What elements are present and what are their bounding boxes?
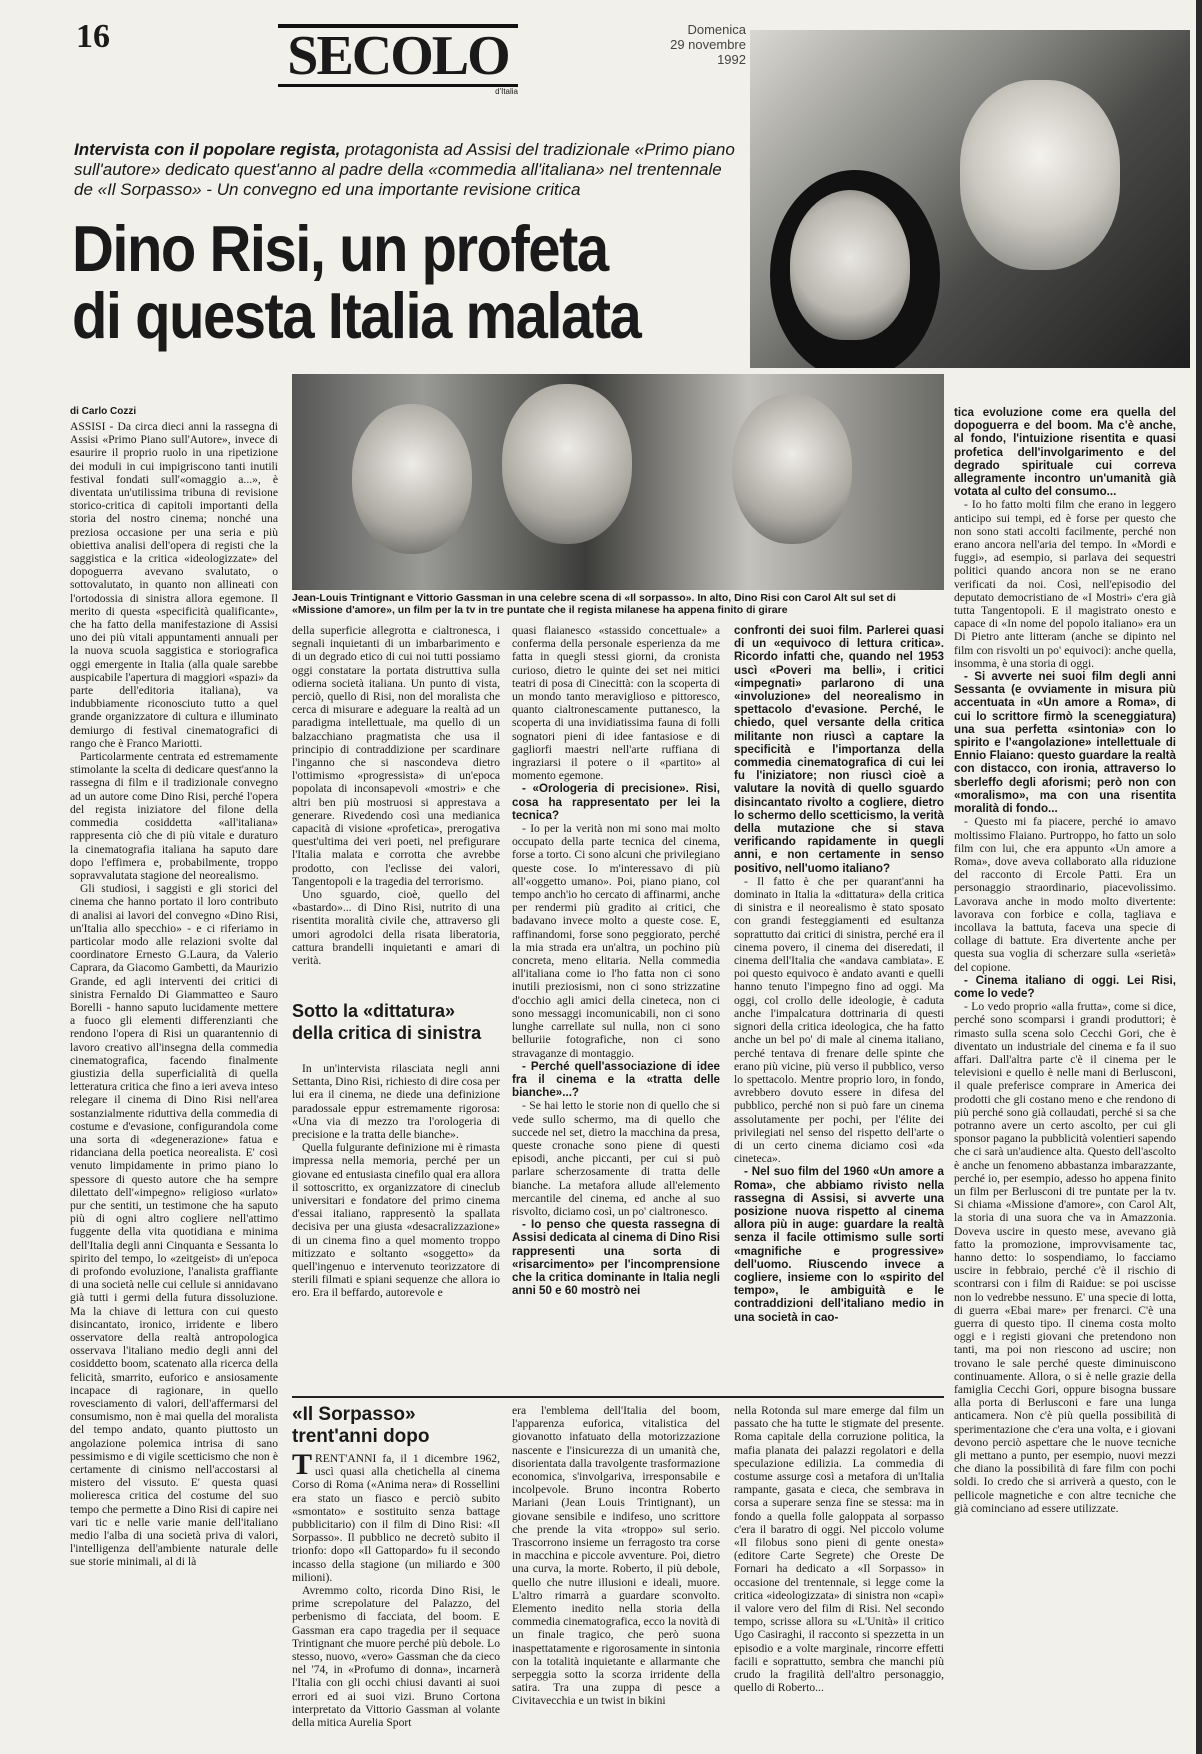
col3-paragraph: - Io per la verità non mi sono mai molto occupato della parte tecnica del cinema, forse a torto. Ci sono alcuni che privilegiano queste cose. Io m'interessavo di più all'«oggetto umano». Poi, piano piano, col tempo anch'io ho cercato di affinarmi, anche per rendermi più gradito ai critici, che badavano invece molto a queste cose. E, raffinandomi, forse sono peggiorato, perché la mia strada era un'altra, un pochino più concreta, meno elitaria. Nella commedia all'italiana come io l'ho fatta non ci sono inutili preziosismi, non ci sono strizzatine d'occhio agli amici della cineteca, non ci sono messaggi incomunicabili, non ci sono lunghe carrellate sul nulla, non ci sono belluriie fotografiche, non ci sono stravaganze di montaggio. xyxy=(512,822,720,1060)
photo-figure-man xyxy=(960,80,1120,270)
col2-paragraph: Uno sguardo, cioè, quello del «bastardo»... di Dino Risi, nutrito di una risentita moralità civile che, attraverso gli umori agrodolci della risata liberatoria, cattura brandelli inquietanti e amari di verità. xyxy=(292,888,500,968)
col4-question: - Nel suo film del 1960 «Un amore a Roma», che abbiamo rivisto nella rassegna di Assisi, si avverte una posizione nuova rispetto al cinema allora più in auge: guardare la realtà senza il facile ottimismo sulle sorti «magnifiche e progressive» dell'uomo. Riuscendo invece a cogliere, insieme con lo «spirito del tempo», le ambiguità e le contraddizioni dell'italiano medio in una società in cao- xyxy=(734,1165,944,1324)
article-kicker xyxy=(74,140,744,200)
headline-line2: di questa Italia malata xyxy=(72,279,641,353)
col5-paragraph: - Io ho fatto molti film che erano in leggero anticipo sui tempi, ed è forse per questo che non sono stati accolti facilmente, perché non erano ancora nell'aria del tempo. In «Mordi e fuggi», ad esempio, si parlava dei sequestri politici quando ancora non se ne erano verificati da noi. Così, nell'episodio del deputato democristiano de «I Mostri» c'era già tutta Tangentopoli. E il magistrato onesto e capace di «In nome del popolo italiano» era un Di Pietro ante litteram (anche se dipinto nel film con risvolti un po' equivoci): anche quella, insomma, è una storia di oggi. xyxy=(954,498,1176,670)
column-2b xyxy=(292,1062,500,1392)
col5-paragraph: - Questo mi fa piacere, perché io amavo moltissimo Flaiano. Purtroppo, ho fatto un solo film con lui, che era appunto «Un amore a Roma», dove aveva collaborato alla riduzione del racconto di Ercole Patti. Era un personaggio straordinario, piacevolissimo. Lavorava anche in modo molto divertente: lavorava con forbice e colla, tagliava e incollava la battuta, faceva una specie di collage di battute. Era divertente anche per questa sua voglia di scherzare sulla «serietà» del copione. xyxy=(954,815,1176,974)
sorpasso-column-3 xyxy=(734,1404,944,1742)
page-number: 16 xyxy=(76,18,110,55)
photo-caption: Jean-Louis Trintignant e Vittorio Gassman in una celebre scena di «Il sorpasso». In alto, Dino Risi con Carol Alt sul set di «Missione d'amore», un film per la tv in tre puntate che il regista milanese ha appena finito di girare xyxy=(292,592,896,616)
col3-question: - «Orologeria di precisione». Risi, cosa ha rappresentato per lei la tecnica? xyxy=(512,782,720,822)
issue-date xyxy=(640,22,746,67)
sorpasso-column-2 xyxy=(512,1404,720,1742)
col1-paragraph: Gli studiosi, i saggisti e gli storici del cinema che hanno portato il loro contributo di analisi ai lavori del convegno «Dino Risi, un'Italia allo specchio» - e ci riferiamo in particolar modo alle relazioni svolte dal coordinatore Ernesto G.Laura, da Valerio Caprara, da Giacomo Gambetti, da Maurizio Grande, ed agli interventi dei critici di sinistra Fernaldo Di Giammatteo e Sauro Borelli - hanno saputo lucidamente mettere a fuoco gli elementi differenzianti che rendono l'opera di Risi un quarantennio di lavoro creativo all'insegna della commedia cinematografica, facendo finalmente giustizia della superficialità di quella letteratura critica che fino a ieri aveva inteso relegare il cinema di Dino Risi nell'area sostanzialmente riduttiva della commedia di costume e d'evasione, configurandola come una sorta di «degenerazione» fatua e ridanciana della poetica neorealista. E' così venuto limpidamente in primo piano lo spessore di questo autore che ha sempre dilettato dell'«impegno» religioso «urlato» pur che sentiti, un testimone che ha saputo più di ogni altro cogliere nell'attimo fuggente della vita quotidiana e minima dell'Italia degli anni Cinquanta e Sessanta lo spirito del tempo, lo «zeitgeist» di un'epoca di profondo evoluzione, l'analista graffiante di una società nelle cui cellule si annidavano già tutti i germi della futura dissoluzione. Ma la chiave di lettura con cui questo disincantato, ironico, irridente e libero osservatore della realtà antropologica osservava l'italiano medio degli anni del cosiddetto boom, scatenato alla ricerca della felicità, smarrito, euforico e ansiosamente incapace di ragionare, in quello rovesciamento di valori, dell'affermarsi del consumismo, non è mai quella del moralista del tempo andato, quanto piuttosto un angolazione polemica intrisa di sano pessimismo e di vigile scetticismo che non è certamente di cinismo nell'accostarsi al mistero del vissuto. E' questa quasi molieresca critica del costume del suo tempo che permette a Dino Risi di capire nei vari tic e nelle varie manie dell'italiano medio l'alba di una società priva di valori, l'intelligenza dell'ambiente naturale delle sue storie minimali, al di là xyxy=(70,882,278,1569)
col3-paragraph: - Se hai letto le storie non di quello che si vede sullo schermo, ma di quello che succede nel set, dietro la macchina da presa, queste cronache sono piene di questi episodi, anche piccanti, per cui si può parlare scherzosamente di tratta delle bianche. La metafora allude all'elemento mercantile del cinema, ed anche al suo risvolto, diciamo così, un po' cialtronesco. xyxy=(512,1099,720,1218)
date-day: Domenica xyxy=(687,22,746,37)
article-headline xyxy=(72,212,752,353)
masthead-subtitle: d'Italia xyxy=(495,87,518,96)
paper-edge xyxy=(1196,0,1202,1754)
sorpasso-column-1 xyxy=(292,1452,500,1742)
photo-figure-trintignant xyxy=(352,404,472,554)
sorpasso-top-rule xyxy=(292,1396,944,1398)
sorpasso-col1-text: RENT'ANNI fa, il 1 dicembre 1962, uscì quasi alla chetichella al cinema Corso di Roma («Anima nera» di Rossellini era stato un fiasco e perciò subito «smontato» e sostituito senza battage pubblicitario) con il film di Dino Risi: «Il Sorpasso». Il pubblico ne decretò subito il trionfo: dopo «Il Gattopardo» fu il secondo incasso della stagione (un miliardo e 300 milioni). xyxy=(292,1452,500,1584)
col5-question: - Cinema italiano di oggi. Lei Risi, come lo vede? xyxy=(954,973,1176,1000)
subhead-sorpasso-line2: trent'anni dopo xyxy=(292,1426,430,1447)
subhead-sorpasso xyxy=(292,1404,502,1448)
masthead-logo: SECOLO xyxy=(278,24,518,87)
col4-question: confronti dei suoi film. Parlerei quasi di un «equivoco di lettura critica». Ricordo infatti che, quando nel 1953 uscì «Poveri ma belli», i critici «impegnati» parlarono di una «involuzione» del neorealismo in spettacolo d'evasione. Perché, le chiedo, quel versante della critica militante non riuscì a captare la specificità e l'importanza della commedia cinematografica di cui lei fu l'iniziatore; non riuscì cioè a valutare la novità di quello sguardo disincantato rivolto a cogliere, dietro lo schermo dello scetticismo, la verità della mutazione che si stava verificando rapidamente in quegli anni, e non certamente in senso positivo, nell'uomo italiano? xyxy=(734,624,944,875)
headline-line1: Dino Risi, un profeta xyxy=(72,212,608,286)
subhead-dittatura-line2: della critica di sinistra xyxy=(292,1023,482,1043)
col3-paragraph: quasi flaianesco «stassido concettuale» a conferma della personale esperienza da me fatta in quegli stessi giorni, da cronista curioso, dietro le quinte dei set nei mitici teatri di posa di Cinecittà: con la scoperta di un mondo tanto meraviglioso e pittoresco, quanto cialtronescamente puttanesco, la scoperta di una invidiatissima fauna di folli sognatori pieni di idee fantasiose e di gagliorfi maestri nell'arte ruffiana di ingraziarsi il potere o il «partito» al momento egemone. xyxy=(512,624,720,783)
column-5 xyxy=(954,406,1176,1741)
col4-paragraph: - Il fatto è che per quarant'anni ha dominato in Italia la «dittatura» della critica di sinistra e il neorealismo è stato sposato con grandi festeggiamenti ed esultanza soprattutto dai critici di sinistra, perché era il cinema povero, il cinema dei diseredati, il cinema dell'Italia che «andava cambiata». E poi questo equivoco è andato avanti e quelli hanno tenuto l'impegno fino ad oggi. Ma oggi, col crollo delle ideologie, è caduta anche l'impalcatura dottrinaria di questi signori della critica ideologica, che ha fatto anche un bel po' di male al cinema italiano, perché tentava di frenare delle spinte che erano più vicine, più verso il pubblico, verso lo spettacolo. Mentre proprio loro, in fondo, avrebbero dovuto essere in difesa del pubblico, perché non si può fare un cinema assolutamente per pochi, per l'élite dei privilegiati nel senso del rispetto dell'arte o di un certo cinema diciamo così «da cineteca». xyxy=(734,874,944,1166)
col5-question: tica evoluzione come era quella del dopoguerra e del boom. Ma c'è anche, al fondo, l'intuizione risentita e quasi profetica dell'involgarimento e del degrado spirituale cui correva allegramente incontro un'umanità già votata al culto del consumo... xyxy=(954,406,1176,499)
col5-paragraph: - Lo vedo proprio «alla frutta», come si dice, perché sono scomparsi i grandi produttori; è rimasto sulla scena solo Cecchi Gori, che è diventato un industriale del cinema e fa il suo affari. Dall'altra parte c'è il cinema per le televisioni e quello è nelle mani di Berlusconi, il quale preferisce comprare in America dei prodotti che gli costano meno e che rendono di più perché sono già collaudati, perché si sa che potranno avere un certo ascolto, per cui gli sponsor pagano la pubblicità volentieri sapendo che ci sarà un'audience alta. Questo dell'ascolto è anche un fenomeno abbastanza imbarazzante, perché io, per esempio, adesso ho appena finito un film per Berlusconi di tre puntate per la tv. Si chiama «Missione d'amore», con Carol Alt, la storia di una suora che va in Amazzonia. Doveva uscire in questo mese, avevano già fatto la promozione, improvvisamente tac, hanno detto: lo sospendiamo, lo facciamo uscire in febbraio, perché c'è il rischio di scontrarsi con i film di Raidue: se poi uscisse non lo vedrebbe nessuno. E' una specie di lotta, di guerra «Ebai mare» per frenarci. C'è una guerra di questo tipo. Il cinema costa molto oggi e i registi giovani che pretendono non tanti, ma poi non riescono ad uscire; non trovano le sale perché queste diminuiscono continuamente. Allora, o si è nelle grazie della famiglia Cecchi Gori, oppure bisogna bussare alla porta di Berlusconi e fare una lunga anticamera. Non c'è più quella possibilità di sperimentazione che c'era una volta, e i giovani devono perciò aspettare che le nuove tecniche gli mettano a punto, per esempio, nuovi mezzi che diano la possibilità di fare film con pochi soldi. Io credo che si arriverà a questo, con le pellicole magnetiche e con altre tecniche che già cominciano ad essere utilizzate. xyxy=(954,1000,1176,1515)
photo-figure-gassman xyxy=(502,384,632,544)
subhead-sorpasso-line1: «Il Sorpasso» xyxy=(292,1404,416,1425)
col2b-paragraph: In un'intervista rilasciata negli anni Settanta, Dino Risi, richiesto di dire cosa per lui era il cinema, ne diede una definizione paradossale eppur estremamente rigorosa: «Una via di mezzo tra l'orologeria di precisione e la tratta delle bianche». xyxy=(292,1062,500,1142)
column-2 xyxy=(292,624,500,989)
col1-paragraph: ASSISI - Da circa dieci anni la rassegna di Assisi «Primo Piano sull'Autore», invece di esaurire il proprio ruolo in una ripetizione dei moduli in cui impigriscono tanti inutili festival fondati sull'«omaggio a...», è diventata un'utilissima tribuna di revisione storico-critica di capitoli importanti della storia del nostro cinema; nonché una preziosa occasione per una seria e più obiettiva analisi dell'opera di registi che la saggistica e la critica «ideologizzate» del dopoguerra avevano svalutato, o sottovalutato, in quanto non allineati con l'ortodossia di sinistra allora egemone. Il merito di questa «specificità qualificante», che ha fatto della manifestazione di Assisi uno dei più vitali appuntamenti annuali per la nuova scuola saggistica e storiografica oggi emergente in Italia (alla quale sarebbe auspicabile l'apertura di maggiori «spazi» da parte dell'editoria italiana), va indubbiamente riconosciuto tutto a quel grande organizzatore di cultura e illuminato demiurgo di festival cinematografici di rango che è Franco Mariotti. xyxy=(70,420,278,750)
subhead-dittatura xyxy=(292,1000,502,1044)
photo-figure-woman xyxy=(790,190,910,340)
photo-risi-carol-alt xyxy=(750,30,1190,368)
date-full: 29 novembre 1992 xyxy=(670,37,746,67)
col3-question: - Io penso che questa rassegna di Assisi dedicata al cinema di Dino Risi rappresenti una sorta di «risarcimento» per l'incomprensione che la critica dominante in Italia negli anni 50 e 60 mostrò nei xyxy=(512,1218,720,1298)
kicker-bold: Intervista con il popolare regista, xyxy=(74,140,341,159)
dropcap-t: T xyxy=(292,1452,313,1481)
sorpasso-col3-paragraph: nella Rotonda sul mare emerge dal film un passato che ha tutte le stigmate del presente. Roma capitale della corruzione politica, la mafia planata dei palazzi regolatori e della speculazione edilizia. La commedia di costume assurge così a metafora di un'Italia rampante, gasata e cieca, che sembrava in corsa a superare senza fine se stessa: ma in fondo a quella folle galoppata al sorpasso c'era il baratro di oggi. Nel piccolo volume «Il filobus sono pieni di gente onesta» (editore Carte Segrete) che Oreste De Fornari ha dedicato a «Il Sorpasso» in occasione del trentennale, si legge come la critica «ideologizzata» di sinistra non «capì» il valore vero del film di Risi. Nel secondo tempo, scrisse allora su «L'Unità» il critico Ugo Casiraghi, il racconto si spezzetta in un episodio e a volte marginale, rincorre effetti facili e soprattutto, sembra che manchi più crudo la fragilità dell'altro personaggio, quello di Roberto... xyxy=(734,1404,944,1695)
col5-question: - Si avverte nei suoi film degli anni Sessanta (e ovviamente in misura più accentuata in «Un amore a Roma», di cui lo scrittore firmò la sceneggiatura) una sua perfetta «sintonia» con lo spirito e l'«angolazione» intellettuale di Ennio Flaiano: questo guardare la realtà con distacco, con ironia, attraverso lo sberleffo degli aforismi; però non con «moralismo», ma con una risentita moralità di fondo... xyxy=(954,670,1176,816)
col2-paragraph: della superficie allegrotta e cialtronesca, i segnali inquietanti di un imbarbarimento e di un degrado etico di cui noi tutti possiamo oggi constatare la portata distruttiva sulla odierna società italiana. Un punto di vista, perciò, quello di Risi, non del moralista che cerca di misurare e adeguare la realtà ad un paradigma intellettuale, ma quello di un balzacchiano pragmatista che usa il principio di contraddizione per scardinare l'inganno che si nascondeva dietro l'ottimismo «progressista» di un'epoca popolata di inconsapevoli «mostri» e che altri ben più mostruosi si apprestava a generare. Rivedendo così una medianica capacità di visione «profetica», prerogativa quest'ultima dei veri poeti, nel prefigurare l'Italia malata e corrotta che avrebbe prodotto, con l'eclisse dei valori, Tangentopoli e la tragedia del terrorismo. xyxy=(292,624,500,888)
col3-question: - Perché quell'associazione di idee fra il cinema e la «tratta delle bianche»...? xyxy=(512,1059,720,1100)
byline: di Carlo Cozzi xyxy=(70,406,137,417)
column-3 xyxy=(512,624,720,1399)
sorpasso-col2-paragraph: era l'emblema dell'Italia del boom, l'apparenza euforica, vitalistica del giovanotto infatuato della motorizzazione nascente e l'insicurezza di un umanità che, disorientata dalla travolgente trasformazione economica, s'involgariva, irresponsabile e incolpevole. Bruno incontra Roberto Mariani (Jean Louis Trintignant), un giovane sensibile e indifeso, uno scrittore che prende la vita «troppo» sul serio. Trascorrono insieme un ferragosto tra corse in macchina e piccole avventure. Poi, dietro una curva, la morte. Roberto, il più debole, quello che nutre illusioni e ideali, muore. L'altro rimarrà a guardare sconvolto. Elemento inedito nella storia della commedia cinematografica, ecco la novità di un finale tragico, che però suona inaspettatamente e rigorosamente in sintonia con la totalità inquietante e allarmante che serpeggia sotto la scorza irridente della satira. Tra una zuppa di pesce a Civitavecchia e un twist in bikini xyxy=(512,1404,720,1708)
col1-paragraph: Particolarmente centrata ed estremamente stimolante la scelta di dedicare quest'anno la rassegna di film e il tradizionale convegno ad un autore come Dino Risi, perché l'opera del regista iniziatore del filone della commedia cosiddetta «all'italiana» rappresenta ciò che di più vitale e duraturo la cinematografia italiana ha saputo dare dopo l'effimera e, probabilmente, troppo sopravvalutata stagione del neorealismo. xyxy=(70,750,278,882)
sorpasso-col1-paragraph xyxy=(292,1452,500,1584)
column-1 xyxy=(70,420,278,1740)
sorpasso-col1-paragraph: Avremmo colto, ricorda Dino Risi, le prime screpolature del Palazzo, del perbenismo di facciata, del boom. E Gassman era capo tragedia per il sequace Trintignant che muore perché più debole. Lo stesso, nuovo, «vero» Gassman che da cieco nel '74, in «Profumo di donna», incarnerà l'Italia con gli occhi chiusi davanti ai suoi errori ed ai suoi vizi. Bruno Cortona interpretato da Vittorio Gassman al volante della mitica Aurelia Sport xyxy=(292,1584,500,1730)
subhead-dittatura-line1: Sotto la «dittatura» xyxy=(292,1001,456,1021)
kicker-rest: protagonista ad Assisi del tradizionale «Primo piano sull'autore» dedicato quest'anno al padre della «commedia all'italiana» nel trentennale de «Il Sorpasso» - Un convegno ed una importante revisione critica xyxy=(74,140,735,199)
column-4 xyxy=(734,624,944,1399)
photo-figure-risi xyxy=(732,394,852,544)
col2b-paragraph: Quella fulgurante definizione mi è rimasta impressa nella memoria, perché per un giovane ed entusiasta cinefilo qual era allora il sottoscritto, ex organizzatore di cineclub universitari e fondatore del primo cinema d'essai italiano, rappresentò la spallata decisiva per una giusta «desacralizzazione» di un cinema fino a quel momento troppo mitizzato e soltanto «soggetto» da quell'ingenuo e intervenuto teorizzatore di sterili filmati e spiani sequenze che allora io ero. Era il beffardo, autorevole e xyxy=(292,1141,500,1300)
masthead xyxy=(278,24,518,96)
photo-sorpasso-scene xyxy=(292,374,944,590)
